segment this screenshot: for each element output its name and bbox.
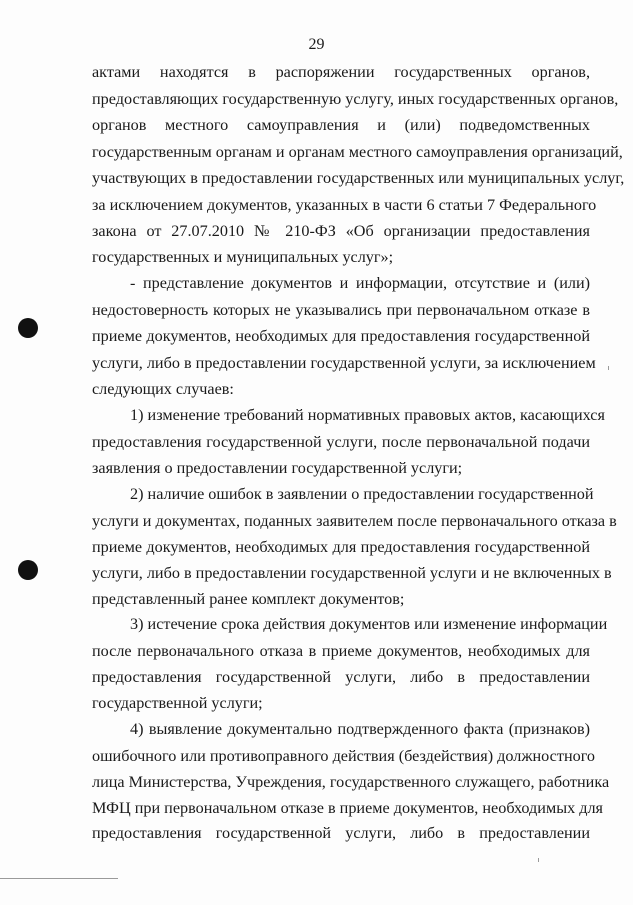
text-line: услуги, либо в предоставлении государственной услуги, за исключением — [92, 354, 596, 372]
text-line: 4) выявление документально подтвержденного факта (признаков) — [130, 720, 590, 738]
text-line: государственных и муниципальных услуг»; — [92, 248, 394, 266]
text-line: за исключением документов, указанных в части 6 статьи 7 Федерального — [92, 196, 597, 214]
text-line: 1) изменение требований нормативных правовых актов, касающихся — [130, 406, 605, 424]
text-line: 2) наличие ошибок в заявлении о предоставлении государственной — [130, 485, 594, 503]
scan-artifact — [0, 878, 118, 879]
page-number: 29 — [308, 36, 325, 53]
text-line: предоставления государственной услуги, после первоначальной подачи — [92, 433, 590, 451]
text-line: следующих случаев: — [92, 380, 234, 398]
text-line: после первоначального отказа в приеме документов, необходимых для — [92, 642, 590, 660]
text-line: представленный ранее комплект документов; — [92, 590, 405, 608]
text-line: предоставления государственной услуги, либо в предоставлении — [92, 668, 590, 686]
text-line: участвующих в предоставлении государственных или муниципальных услуг, — [92, 169, 625, 187]
text-line: 3) истечение срока действия документов или изменение информации — [130, 615, 608, 633]
text-line: услуги и документах, поданных заявителем после первоначального отказа в — [92, 512, 617, 530]
text-line: ошибочного или противоправного действия (бездействия) должностного — [92, 747, 596, 765]
text-line: государственной услуги; — [92, 694, 263, 712]
text-line: лица Министерства, Учреждения, государственного служащего, работника — [92, 773, 610, 791]
punch-hole — [18, 318, 38, 338]
text-line: органов местного самоуправления и (или) подведомственных — [92, 116, 590, 134]
punch-hole — [18, 560, 38, 580]
text-line: - представление документов и информации, отсутствие и (или) — [130, 274, 590, 292]
text-line: услуги, либо в предоставлении государственной услуги и не включенных в — [92, 564, 612, 582]
text-line: недостоверность которых не указывались при первоначальном отказе в — [92, 301, 590, 319]
scan-artifact — [608, 366, 609, 370]
text-line: закона от 27.07.2010 № 210-ФЗ «Об организации предоставления — [92, 222, 590, 240]
text-line: заявления о предоставлении государственной услуги; — [92, 459, 463, 477]
text-line: государственным органам и органам местного самоуправления организаций, — [92, 143, 623, 161]
text-line: предоставляющих государственную услугу, иных государственных органов, — [92, 90, 619, 108]
text-line: предоставления государственной услуги, либо в предоставлении — [92, 824, 590, 842]
scan-artifact — [538, 858, 539, 862]
text-line: приеме документов, необходимых для предоставления государственной — [92, 538, 590, 556]
text-line: МФЦ при первоначальном отказе в приеме документов, необходимых для — [92, 799, 603, 817]
text-line: актами находятся в распоряжении государственных органов, — [92, 63, 590, 81]
text-line: приеме документов, необходимых для предоставления государственной — [92, 327, 590, 345]
